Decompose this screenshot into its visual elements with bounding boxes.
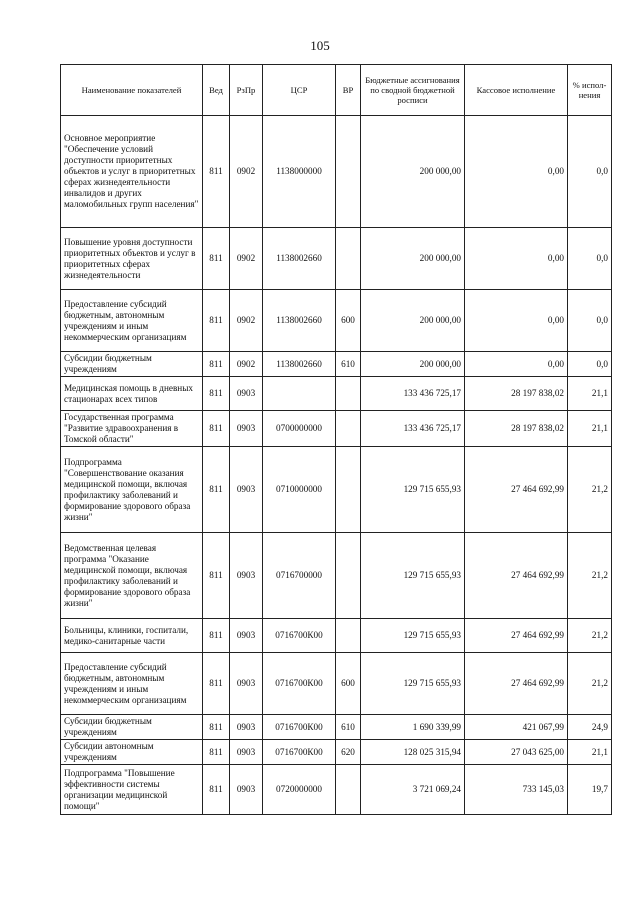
row-name: Основное мероприятие "Обеспечение условий доступности приоритетных объектов и услуг в приоритетных сферах жизнедеятельности инвалидов и других маломобильных групп населения" xyxy=(61,116,203,228)
row-ved: 811 xyxy=(203,116,230,228)
row-csr: 0716700000 xyxy=(263,533,336,619)
row-csr xyxy=(263,377,336,411)
table-row xyxy=(61,228,612,290)
row-ved: 811 xyxy=(203,228,230,290)
row-name: Государственная программа "Развитие здравоохранения в Томской области" xyxy=(61,411,203,447)
row-percent: 24,9 xyxy=(568,715,612,740)
row-rzpr: 0903 xyxy=(230,411,263,447)
row-csr: 1138000000 xyxy=(263,116,336,228)
row-percent: 0,0 xyxy=(568,352,612,377)
row-vr xyxy=(336,228,361,290)
row-name: Больницы, клиники, госпитали, медико-санитарные части xyxy=(61,619,203,653)
row-vr xyxy=(336,116,361,228)
row-vr xyxy=(336,619,361,653)
table-row xyxy=(61,740,612,765)
row-ved: 811 xyxy=(203,290,230,352)
table-row xyxy=(61,715,612,740)
row-csr: 1138002660 xyxy=(263,290,336,352)
header-ved: Вед xyxy=(203,65,230,116)
header-vr: ВР xyxy=(336,65,361,116)
row-ved: 811 xyxy=(203,765,230,815)
row-csr: 0700000000 xyxy=(263,411,336,447)
header-rzpr: РзПр xyxy=(230,65,263,116)
row-csr: 0716700К00 xyxy=(263,740,336,765)
row-name: Подпрограмма "Совершенствование оказания медицинской помощи, включая профилактику заболеваний и формирование здорового образа жизни" xyxy=(61,447,203,533)
header-budget: Бюджетные ассигнования по сводной бюджетной росписи xyxy=(361,65,465,116)
row-ved: 811 xyxy=(203,653,230,715)
row-rzpr: 0903 xyxy=(230,715,263,740)
row-budget: 133 436 725,17 xyxy=(361,377,465,411)
table-row xyxy=(61,116,612,228)
row-budget: 129 715 655,93 xyxy=(361,653,465,715)
row-budget: 200 000,00 xyxy=(361,116,465,228)
table-row xyxy=(61,290,612,352)
header-execution: Кассовое исполнение xyxy=(465,65,568,116)
header-csr: ЦСР xyxy=(263,65,336,116)
row-budget: 200 000,00 xyxy=(361,290,465,352)
row-ved: 811 xyxy=(203,377,230,411)
row-execution: 27 464 692,99 xyxy=(465,447,568,533)
row-execution: 733 145,03 xyxy=(465,765,568,815)
table-row xyxy=(61,765,612,815)
row-percent: 19,7 xyxy=(568,765,612,815)
row-budget: 200 000,00 xyxy=(361,352,465,377)
table-header-row xyxy=(61,65,612,116)
row-ved: 811 xyxy=(203,411,230,447)
row-name: Предоставление субсидий бюджетным, автономным учреждениям и иным некоммерческим организациям xyxy=(61,653,203,715)
row-vr xyxy=(336,447,361,533)
row-ved: 811 xyxy=(203,447,230,533)
row-name: Субсидии бюджетным учреждениям xyxy=(61,352,203,377)
table-row xyxy=(61,653,612,715)
row-execution: 27 043 625,00 xyxy=(465,740,568,765)
row-execution: 28 197 838,02 xyxy=(465,411,568,447)
row-percent: 21,1 xyxy=(568,740,612,765)
header-name: Наименование показателей xyxy=(61,65,203,116)
row-ved: 811 xyxy=(203,533,230,619)
row-vr: 600 xyxy=(336,290,361,352)
row-rzpr: 0903 xyxy=(230,447,263,533)
row-budget: 3 721 069,24 xyxy=(361,765,465,815)
row-vr: 620 xyxy=(336,740,361,765)
row-vr xyxy=(336,411,361,447)
table-row xyxy=(61,619,612,653)
row-percent: 21,1 xyxy=(568,377,612,411)
row-budget: 133 436 725,17 xyxy=(361,411,465,447)
row-rzpr: 0902 xyxy=(230,116,263,228)
row-execution: 0,00 xyxy=(465,228,568,290)
row-execution: 27 464 692,99 xyxy=(465,653,568,715)
table-row xyxy=(61,533,612,619)
page-number: 105 xyxy=(310,38,330,53)
row-rzpr: 0902 xyxy=(230,290,263,352)
row-name: Субсидии бюджетным учреждениям xyxy=(61,715,203,740)
row-name: Повышение уровня доступности приоритетных объектов и услуг в приоритетных сферах жизнедеятельности xyxy=(61,228,203,290)
row-ved: 811 xyxy=(203,352,230,377)
row-csr: 1138002660 xyxy=(263,228,336,290)
row-budget: 129 715 655,93 xyxy=(361,533,465,619)
table-row xyxy=(61,352,612,377)
row-vr: 600 xyxy=(336,653,361,715)
row-ved: 811 xyxy=(203,619,230,653)
row-csr: 1138002660 xyxy=(263,352,336,377)
row-percent: 21,2 xyxy=(568,653,612,715)
row-percent: 21,2 xyxy=(568,447,612,533)
row-name: Предоставление субсидий бюджетным, автономным учреждениям и иным некоммерческим организациям xyxy=(61,290,203,352)
row-vr: 610 xyxy=(336,352,361,377)
row-execution: 0,00 xyxy=(465,116,568,228)
row-budget: 200 000,00 xyxy=(361,228,465,290)
row-rzpr: 0902 xyxy=(230,352,263,377)
row-name: Ведомственная целевая программа "Оказание медицинской помощи, включая профилактику заболеваний и формирование здорового образа жизни" xyxy=(61,533,203,619)
row-csr: 0716700К00 xyxy=(263,715,336,740)
table-body xyxy=(61,116,612,815)
row-name: Подпрограмма "Повышение эффективности системы организации медицинской помощи" xyxy=(61,765,203,815)
row-budget: 1 690 339,99 xyxy=(361,715,465,740)
row-percent: 21,2 xyxy=(568,533,612,619)
row-execution: 421 067,99 xyxy=(465,715,568,740)
row-vr xyxy=(336,377,361,411)
row-percent: 0,0 xyxy=(568,228,612,290)
row-ved: 811 xyxy=(203,715,230,740)
row-rzpr: 0903 xyxy=(230,765,263,815)
row-name: Субсидии автономным учреждениям xyxy=(61,740,203,765)
row-rzpr: 0903 xyxy=(230,653,263,715)
row-rzpr: 0902 xyxy=(230,228,263,290)
header-percent: % испол-нения xyxy=(568,65,612,116)
row-budget: 129 715 655,93 xyxy=(361,619,465,653)
row-csr: 0716700К00 xyxy=(263,619,336,653)
row-execution: 0,00 xyxy=(465,352,568,377)
row-csr: 0720000000 xyxy=(263,765,336,815)
row-rzpr: 0903 xyxy=(230,533,263,619)
table-row xyxy=(61,377,612,411)
row-csr: 0716700К00 xyxy=(263,653,336,715)
row-vr: 610 xyxy=(336,715,361,740)
row-vr xyxy=(336,765,361,815)
row-execution: 0,00 xyxy=(465,290,568,352)
row-vr xyxy=(336,533,361,619)
budget-execution-table xyxy=(60,64,612,815)
row-percent: 0,0 xyxy=(568,290,612,352)
row-percent: 21,1 xyxy=(568,411,612,447)
row-name: Медицинская помощь в дневных стационарах всех типов xyxy=(61,377,203,411)
row-rzpr: 0903 xyxy=(230,619,263,653)
row-rzpr: 0903 xyxy=(230,377,263,411)
row-percent: 0,0 xyxy=(568,116,612,228)
row-csr: 0710000000 xyxy=(263,447,336,533)
table-row xyxy=(61,411,612,447)
row-budget: 128 025 315,94 xyxy=(361,740,465,765)
row-execution: 27 464 692,99 xyxy=(465,533,568,619)
row-rzpr: 0903 xyxy=(230,740,263,765)
table-row xyxy=(61,447,612,533)
row-execution: 28 197 838,02 xyxy=(465,377,568,411)
row-execution: 27 464 692,99 xyxy=(465,619,568,653)
row-percent: 21,2 xyxy=(568,619,612,653)
row-ved: 811 xyxy=(203,740,230,765)
row-budget: 129 715 655,93 xyxy=(361,447,465,533)
